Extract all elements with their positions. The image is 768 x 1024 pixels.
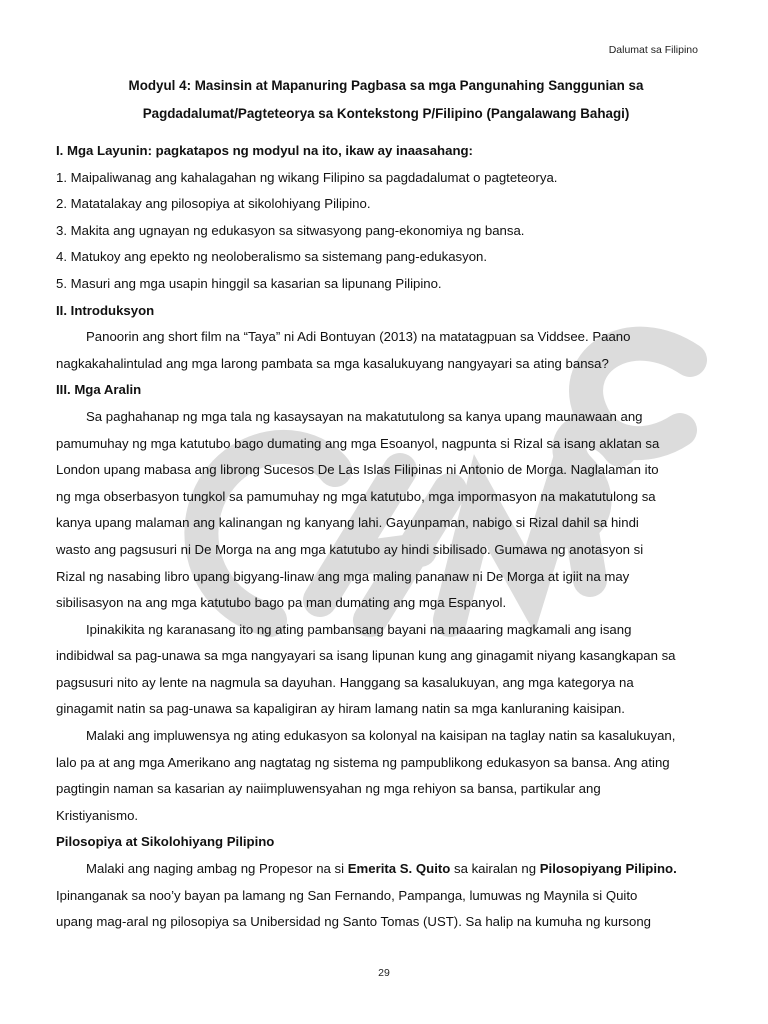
lessons-heading: III. Mga Aralin xyxy=(56,382,142,398)
paragraph-line: Sa paghahanap ng mga tala ng kasaysayan na makatutulong sa kanya upang maunawaan ang xyxy=(86,408,643,424)
paragraph-line: Ipinakikita ng karanasang ito ng ating pambansang bayani na maaaring magkamali ang isang xyxy=(86,621,632,637)
paragraph-line: ng mga obserbasyon tungkol sa pamumuhay ng mga katutubo, mga impormasyon na makatutulong sa xyxy=(56,488,656,504)
paragraph-line: lalo pa at ang mga Amerikano ang nagtatag ng sistema ng pampublikong edukasyon sa bansa. Ang ating xyxy=(56,754,670,770)
objective-item: 4. Matukoy ang epekto ng neoloberalismo sa sistemang pang-edukasyon. xyxy=(56,249,488,265)
running-header: Dalumat sa Filipino xyxy=(608,44,698,56)
introduction-line: Panoorin ang short film na “Taya” ni Adi Bontuyan (2013) na matatagpuan sa Viddsee. Paano xyxy=(86,329,631,345)
paragraph-line: Rizal ng nasabing libro upang bigyang-linaw ang mga maling pananaw ni De Morga at igiit na may xyxy=(56,568,630,584)
paragraph-line: Ipinanganak sa noo’y bayan pa lamang ng San Fernando, Pampanga, lumuwas ng Maynila si Quito xyxy=(56,887,638,903)
key-term: Pilosopiyang Pilipino. xyxy=(539,861,677,877)
module-title-line-2: Pagdadalumat/Pagteteorya sa Kontekstong P/Filipino (Pangalawang Bahagi) xyxy=(142,106,630,121)
document-body xyxy=(56,72,716,936)
paragraph-line: upang mag-aral ng pilosopiya sa Unibersidad ng Santo Tomas (UST). Sa halip na kumuha ng kursong xyxy=(56,914,652,930)
paragraph-line: pamumuhay ng mga katutubo bago dumating ang mga Esoanyol, nagpunta si Rizal sa isang aklatan sa xyxy=(56,435,660,451)
objective-item: 2. Matatalakay ang pilosopiya at sikolohiyang Pilipino. xyxy=(56,196,371,212)
objective-item: 5. Masuri ang mga usapin hinggil sa kasarian sa lipunang Pilipino. xyxy=(56,275,442,291)
paragraph-line: wasto ang pagsusuri ni De Morga na ang mga katutubo ay hindi sibilisado. Gumawa ng anotasyon si xyxy=(56,541,644,557)
introduction-line: nagkakahalintulad ang mga larong pambata sa mga kasalukuyang nangyayari sa ating bansa? xyxy=(56,355,609,371)
objective-item: 3. Makita ang ugnayan ng edukasyon sa sitwasyong pang-ekonomiya ng bansa. xyxy=(56,222,525,238)
paragraph-line: ginagamit natin sa pag-unawa sa kapaligiran ay hiram lamang natin sa mga kanluraning kaisipan. xyxy=(56,701,625,717)
paragraph-line: kanya upang malaman ang kalinangan ng kanyang lahi. Gayunpaman, nabigo si Rizal dahil sa hindi xyxy=(56,515,639,531)
paragraph-line: pagsusuri nito ay lente na nagmula sa dayuhan. Hanggang sa kasalukuyan, ang mga kategorya na xyxy=(56,674,634,690)
text-span: Malaki ang naging ambag ng Propesor na si xyxy=(86,861,348,877)
objectives-heading: I. Mga Layunin: pagkatapos ng modyul na ito, ikaw ay inaasahang: xyxy=(56,143,473,158)
subsection-heading: Pilosopiya at Sikolohiyang Pilipino xyxy=(56,834,275,850)
module-title-line-1: Modyul 4: Masinsin at Mapanuring Pagbasa sa mga Pangunahing Sanggunian sa xyxy=(128,78,644,93)
paragraph-line: Malaki ang impluwensya ng ating edukasyon sa kolonyal na kaisipan na taglay natin sa kasalukuyan, xyxy=(86,728,676,744)
objective-item: 1. Maipaliwanag ang kahalagahan ng wikang Filipino sa pagdadalumat o pagteteorya. xyxy=(56,169,558,185)
paragraph-line: Kristiyanismo. xyxy=(56,807,139,823)
introduction-heading: II. Introduksyon xyxy=(56,302,155,318)
paragraph-line: sibilisasyon na ang mga katutubo bago pa man dumating ang mga Espanyol. xyxy=(56,595,507,611)
page-number: 29 xyxy=(378,967,390,979)
text-span: sa kairalan ng xyxy=(450,861,540,877)
paragraph-line: London upang mabasa ang librong Sucesos De Las Islas Filipinas ni Antonio de Morga. Naglalaman ito xyxy=(56,462,659,478)
paragraph-line xyxy=(56,856,716,883)
paragraph-line: pagtingin naman sa kasarian ay naiimpluwensyahan ng mga rehiyon sa bansa, partikular ang xyxy=(56,781,601,797)
paragraph-line: indibidwal sa pag-unawa sa mga nangyayari sa isang lipunan kung ang ginagamit niyang kasangkapan sa xyxy=(56,648,676,664)
module-title xyxy=(56,72,716,128)
person-name: Emerita S. Quito xyxy=(347,861,451,877)
